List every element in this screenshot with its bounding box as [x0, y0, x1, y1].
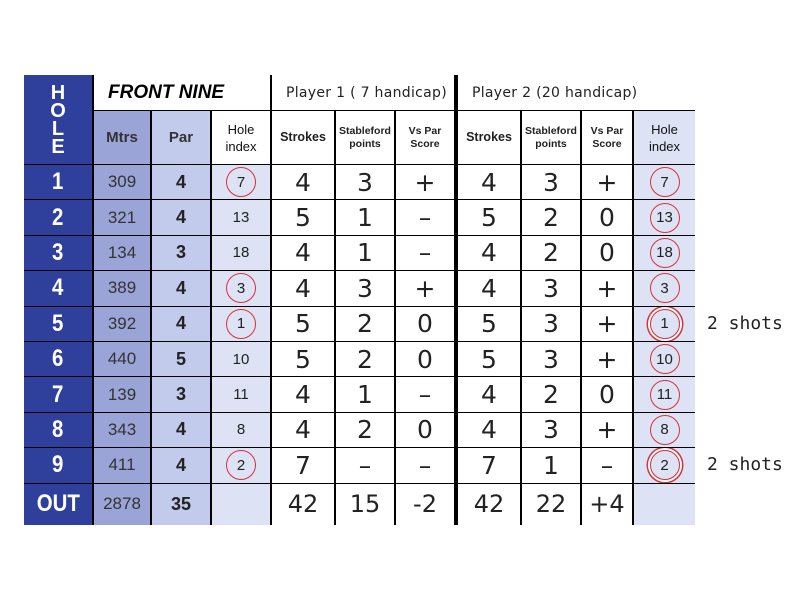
hole-number-text: 3 — [52, 238, 64, 266]
p1-vs-value: – — [418, 380, 432, 410]
p1-vs-cell — [396, 165, 454, 199]
mtrs-cell — [94, 413, 150, 447]
p2-col-header-hole-index — [634, 111, 695, 164]
hole-number — [24, 271, 92, 305]
p2-points-cell — [522, 448, 580, 482]
p2-vs-value: 0 — [599, 238, 615, 268]
par-value: 4 — [175, 207, 186, 228]
p1-points-value: 1 — [357, 203, 373, 233]
p2-vs-cell — [582, 448, 632, 482]
total-p2-strokes-value: 42 — [473, 490, 505, 519]
p2-strokes-cell — [458, 413, 520, 447]
hole-index-cell — [212, 448, 270, 482]
mtrs-cell — [94, 377, 150, 411]
total-p1-points-value: 15 — [349, 490, 381, 519]
hole-index-cell — [212, 200, 270, 234]
p2-hole-index-circled: 18 — [650, 238, 680, 268]
par-cell — [152, 307, 210, 341]
p2-col-header-strokes-text: Strokes — [466, 130, 512, 144]
hole-number-text: 5 — [52, 309, 64, 337]
p2-vs-value: 0 — [599, 380, 615, 410]
p2-points-value: 3 — [543, 273, 559, 303]
p1-strokes-value: 5 — [295, 344, 311, 374]
p2-hole-index-cell — [634, 165, 695, 199]
p1-strokes-value: 4 — [295, 167, 311, 197]
p2-strokes-value: 4 — [481, 380, 497, 410]
hole-header-letter: E — [51, 135, 65, 158]
p1-col-header-stableford-line: points — [349, 137, 381, 150]
p1-col-header-vspar — [396, 111, 454, 164]
mtrs-cell — [94, 271, 150, 305]
hole-index-circled: 2 — [226, 450, 256, 480]
mtrs-cell — [94, 165, 150, 199]
p1-strokes-cell — [272, 236, 334, 270]
player1-name-text: Player 1 ( 7 handicap) — [286, 84, 447, 101]
p2-vs-cell — [582, 236, 632, 270]
p2-hole-index-cell — [634, 377, 695, 411]
hole-header-letter: L — [51, 117, 65, 140]
col-header-hole-index-line: Hole — [227, 121, 255, 137]
mtrs-cell — [94, 200, 150, 234]
p1-points-cell — [336, 236, 394, 270]
p1-strokes-cell — [272, 377, 334, 411]
total-p2-vs — [582, 484, 632, 525]
par-cell — [152, 448, 210, 482]
p1-strokes-value: 7 — [295, 450, 311, 480]
mtrs-value: 309 — [107, 172, 137, 192]
p1-vs-value: – — [418, 238, 432, 268]
p1-vs-cell — [396, 448, 454, 482]
p2-points-value: 3 — [543, 167, 559, 197]
p2-vs-value: + — [596, 167, 618, 197]
mtrs-value: 389 — [107, 278, 137, 298]
total-p1-strokes-value: 42 — [287, 490, 319, 519]
p1-strokes-cell — [272, 165, 334, 199]
p2-hole-index-circled: 2 — [650, 450, 680, 480]
p1-strokes-cell — [272, 342, 334, 376]
hole-index-value: 10 — [232, 350, 250, 368]
p1-strokes-value: 5 — [295, 309, 311, 339]
handicap-note: 2 shots — [707, 312, 783, 334]
hole-number-text: 1 — [52, 168, 64, 196]
p2-points-value: 1 — [543, 450, 559, 480]
section-title — [94, 75, 270, 110]
p1-strokes-cell — [272, 271, 334, 305]
total-p2-points — [522, 484, 580, 525]
par-cell — [152, 236, 210, 270]
total-p2-vs-value: +4 — [589, 490, 625, 519]
p1-points-cell — [336, 448, 394, 482]
par-value: 3 — [175, 242, 186, 263]
p2-points-value: 3 — [543, 415, 559, 445]
p2-hole-index-cell — [634, 200, 695, 234]
hole-number — [24, 413, 92, 447]
p1-vs-value: + — [414, 167, 436, 197]
p1-points-cell — [336, 377, 394, 411]
p2-points-cell — [522, 236, 580, 270]
p1-strokes-value: 4 — [295, 415, 311, 445]
p1-vs-value: – — [418, 203, 432, 233]
mtrs-value: 343 — [107, 419, 137, 439]
p1-points-cell — [336, 307, 394, 341]
total-mtrs-value: 2878 — [103, 494, 141, 514]
par-cell — [152, 377, 210, 411]
p1-vs-cell — [396, 236, 454, 270]
p2-hole-index-cell — [634, 342, 695, 376]
par-value: 4 — [175, 171, 186, 192]
p2-hole-index-circled: 13 — [650, 203, 680, 233]
p1-points-value: 3 — [357, 273, 373, 303]
hole-number — [24, 236, 92, 270]
p2-strokes-value: 4 — [481, 273, 497, 303]
hole-index-value: 18 — [232, 244, 250, 262]
col-header-mtrs — [94, 111, 150, 164]
hole-header-letter: H — [50, 81, 66, 104]
p1-vs-value: + — [414, 273, 436, 303]
p2-points-cell — [522, 413, 580, 447]
p2-strokes-cell — [458, 377, 520, 411]
p2-points-cell — [522, 200, 580, 234]
hole-index-value: 11 — [233, 386, 249, 404]
p2-points-value: 2 — [543, 238, 559, 268]
p2-points-value: 3 — [543, 344, 559, 374]
section-title-text: FRONT NINE — [108, 81, 225, 103]
p1-strokes-value: 4 — [295, 273, 311, 303]
total-p1-strokes — [272, 484, 334, 525]
col-header-hole-index — [212, 111, 270, 164]
p2-strokes-cell — [458, 342, 520, 376]
hole-index-circled: 3 — [226, 273, 256, 303]
total-p1-vs-value: -2 — [413, 490, 437, 519]
player2-name-text: Player 2 (20 handicap) — [472, 84, 638, 101]
par-value: 5 — [175, 348, 186, 369]
p1-points-cell — [336, 413, 394, 447]
p2-strokes-cell — [458, 448, 520, 482]
hole-index-cell — [212, 165, 270, 199]
p1-vs-cell — [396, 377, 454, 411]
total-p1-points — [336, 484, 394, 525]
p2-vs-value: 0 — [599, 203, 615, 233]
p2-strokes-cell — [458, 236, 520, 270]
p1-points-value: 2 — [357, 309, 373, 339]
p1-strokes-cell — [272, 448, 334, 482]
player2-name — [458, 75, 695, 110]
total-p2-index-blank — [634, 484, 695, 525]
p2-col-header-vspar — [582, 111, 632, 164]
p1-vs-cell — [396, 271, 454, 305]
p2-col-header-stableford — [522, 111, 580, 164]
p1-vs-value: 0 — [417, 415, 433, 445]
p2-strokes-value: 4 — [481, 167, 497, 197]
mtrs-cell — [94, 236, 150, 270]
mtrs-cell — [94, 342, 150, 376]
p2-vs-cell — [582, 200, 632, 234]
p2-col-header-vspar-line: Vs Par — [590, 124, 624, 137]
p2-strokes-value: 4 — [481, 415, 497, 445]
p2-vs-cell — [582, 307, 632, 341]
par-value: 4 — [175, 419, 186, 440]
p2-vs-cell — [582, 377, 632, 411]
p1-col-header-stableford — [336, 111, 394, 164]
p2-points-cell — [522, 307, 580, 341]
p2-col-header-stableford-line: Stableford — [525, 124, 577, 137]
p1-points-value: 1 — [357, 238, 373, 268]
hole-index-cell — [212, 236, 270, 270]
mtrs-value: 321 — [107, 207, 137, 227]
p1-points-cell — [336, 165, 394, 199]
par-cell — [152, 165, 210, 199]
hole-index-cell — [212, 271, 270, 305]
p1-col-header-strokes-text: Strokes — [280, 130, 326, 144]
scorecard — [24, 75, 695, 525]
hole-index-circled: 7 — [226, 167, 256, 197]
mtrs-value: 134 — [107, 242, 137, 262]
p2-strokes-cell — [458, 165, 520, 199]
player1-name — [272, 75, 454, 110]
p2-vs-cell — [582, 342, 632, 376]
p1-strokes-value: 4 — [295, 380, 311, 410]
p1-points-value: 2 — [357, 415, 373, 445]
p2-strokes-cell — [458, 307, 520, 341]
p2-hole-index-cell — [634, 413, 695, 447]
p1-points-value: – — [358, 450, 372, 480]
p2-hole-index-circled: 1 — [650, 309, 680, 339]
p2-strokes-value: 4 — [481, 238, 497, 268]
p1-strokes-value: 4 — [295, 238, 311, 268]
hole-number — [24, 342, 92, 376]
p1-points-cell — [336, 200, 394, 234]
total-p1-vs — [396, 484, 454, 525]
p1-vs-value: 0 — [417, 309, 433, 339]
hole-number-text: 2 — [52, 203, 64, 231]
p2-col-header-strokes — [458, 111, 520, 164]
p2-vs-cell — [582, 413, 632, 447]
p1-strokes-cell — [272, 307, 334, 341]
p1-vs-cell — [396, 342, 454, 376]
par-cell — [152, 271, 210, 305]
p2-points-value: 2 — [543, 203, 559, 233]
hole-number-text: 4 — [52, 274, 64, 302]
p2-points-value: 3 — [543, 309, 559, 339]
p1-vs-cell — [396, 200, 454, 234]
hole-index-value: 13 — [232, 209, 250, 227]
p2-points-value: 2 — [543, 380, 559, 410]
p2-col-header-hole-index-line: index — [648, 138, 681, 154]
p1-strokes-value: 5 — [295, 203, 311, 233]
hole-header — [24, 75, 92, 164]
p2-points-cell — [522, 377, 580, 411]
hole-header-letter: O — [50, 99, 66, 122]
p2-vs-value: + — [596, 415, 618, 445]
p2-vs-cell — [582, 271, 632, 305]
par-cell — [152, 342, 210, 376]
p2-hole-index-cell — [634, 271, 695, 305]
p1-col-header-vspar-line: Vs Par — [408, 124, 442, 137]
p2-strokes-cell — [458, 200, 520, 234]
total-par — [152, 484, 210, 525]
mtrs-cell — [94, 307, 150, 341]
col-header-mtrs-text: Mtrs — [106, 129, 138, 146]
p2-vs-value: + — [596, 344, 618, 374]
p2-strokes-value: 5 — [481, 344, 497, 374]
p1-points-value: 1 — [357, 380, 373, 410]
hole-index-cell — [212, 342, 270, 376]
p1-points-value: 2 — [357, 344, 373, 374]
p2-hole-index-circled: 3 — [650, 273, 680, 303]
hole-index-cell — [212, 413, 270, 447]
p2-vs-value: + — [596, 273, 618, 303]
mtrs-value: 392 — [107, 313, 137, 333]
p1-vs-cell — [396, 307, 454, 341]
p2-col-header-stableford-line: points — [535, 137, 567, 150]
p2-vs-cell — [582, 165, 632, 199]
hole-index-cell — [212, 307, 270, 341]
p1-col-header-stableford-line: Stableford — [339, 124, 391, 137]
p1-vs-value: – — [418, 450, 432, 480]
p2-hole-index-cell — [634, 236, 695, 270]
p2-hole-index-circled: 8 — [650, 415, 680, 445]
out-label-text: OUT — [36, 490, 80, 518]
hole-index-cell — [212, 377, 270, 411]
hole-index-value: 8 — [236, 421, 246, 439]
out-label — [24, 484, 92, 525]
par-value: 3 — [175, 384, 186, 405]
p1-vs-cell — [396, 413, 454, 447]
p2-points-cell — [522, 342, 580, 376]
total-p2-points-value: 22 — [535, 490, 567, 519]
p2-strokes-value: 5 — [481, 203, 497, 233]
p2-strokes-value: 7 — [481, 450, 497, 480]
col-header-hole-index-line: index — [225, 138, 257, 154]
hole-number-text: 7 — [52, 380, 64, 408]
p2-vs-value: + — [596, 309, 618, 339]
hole-number — [24, 200, 92, 234]
handicap-note: 2 shots — [707, 454, 783, 476]
p1-col-header-vspar-line: Score — [410, 137, 440, 150]
mtrs-cell — [94, 448, 150, 482]
p2-hole-index-circled: 11 — [650, 380, 680, 410]
p2-hole-index-circled: 10 — [650, 344, 680, 374]
mtrs-value: 440 — [107, 349, 137, 369]
p2-col-header-vspar-line: Score — [592, 137, 622, 150]
par-value: 4 — [175, 313, 186, 334]
par-value: 4 — [175, 277, 186, 298]
col-header-par-text: Par — [168, 129, 194, 146]
p2-hole-index-circled: 7 — [650, 167, 680, 197]
p2-col-header-hole-index-line: Hole — [651, 121, 678, 137]
p2-hole-index-cell — [634, 307, 695, 341]
total-index-blank — [212, 484, 270, 525]
hole-number — [24, 165, 92, 199]
p2-vs-value: – — [600, 450, 614, 480]
p1-points-cell — [336, 271, 394, 305]
total-par-value: 35 — [170, 493, 192, 514]
p2-hole-index-cell — [634, 448, 695, 482]
hole-number — [24, 307, 92, 341]
par-cell — [152, 200, 210, 234]
hole-number-text: 9 — [52, 451, 64, 479]
p1-points-value: 3 — [357, 167, 373, 197]
total-mtrs — [94, 484, 150, 525]
par-cell — [152, 413, 210, 447]
p1-points-cell — [336, 342, 394, 376]
p1-strokes-cell — [272, 413, 334, 447]
p1-strokes-cell — [272, 200, 334, 234]
total-p2-strokes — [458, 484, 520, 525]
hole-index-circled: 1 — [226, 309, 256, 339]
hole-number-text: 8 — [52, 415, 64, 443]
par-value: 4 — [175, 454, 186, 475]
p2-strokes-value: 5 — [481, 309, 497, 339]
hole-number — [24, 448, 92, 482]
mtrs-value: 411 — [108, 455, 136, 475]
mtrs-value: 139 — [107, 384, 137, 404]
col-header-par — [152, 111, 210, 164]
p2-points-cell — [522, 271, 580, 305]
p1-vs-value: 0 — [417, 344, 433, 374]
p2-strokes-cell — [458, 271, 520, 305]
hole-number-text: 6 — [52, 345, 64, 373]
p1-col-header-strokes — [272, 111, 334, 164]
hole-number — [24, 377, 92, 411]
p2-points-cell — [522, 165, 580, 199]
